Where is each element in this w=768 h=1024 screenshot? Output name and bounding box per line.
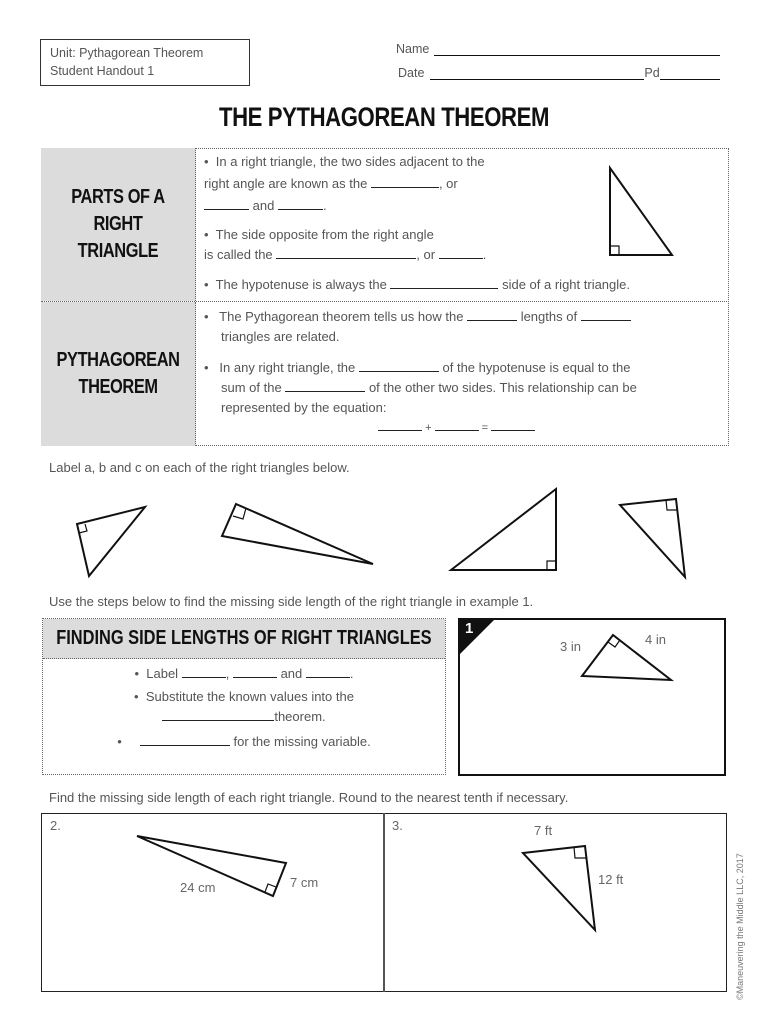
- bullet-dot: •: [204, 277, 209, 292]
- steps-instruction: Use the steps below to find the missing side length of the right triangle in example 1.: [49, 594, 534, 609]
- problem-3-side-12ft: 12 ft: [598, 872, 624, 887]
- text: , or: [416, 247, 436, 262]
- heading-line: RIGHT: [93, 213, 143, 235]
- text: right angle are known as the: [204, 176, 368, 191]
- heading-text: FINDING SIDE LENGTHS OF RIGHT TRIANGLES: [56, 627, 432, 649]
- bullet-dot: •: [134, 666, 140, 681]
- text: for the missing variable.: [233, 734, 371, 749]
- text: .: [349, 666, 354, 681]
- plus-sign: +: [425, 422, 432, 434]
- problem-2-number: 2.: [50, 818, 61, 833]
- problems-instruction: Find the missing side length of each right triangle. Round to the nearest tenth if necessary.: [49, 790, 569, 805]
- heading-line: PYTHAGOREAN: [56, 349, 180, 371]
- bullet-dot: •: [204, 309, 209, 324]
- problem-2-side-24: 24 cm: [180, 880, 216, 895]
- handout-label: Student Handout 1: [50, 64, 155, 78]
- problem-3-number: 3.: [392, 818, 403, 833]
- text: .: [322, 198, 327, 213]
- date-label: Date: [398, 66, 425, 80]
- text: .: [482, 247, 487, 262]
- label-instruction: Label a, b and c on each of the right triangles below.: [49, 460, 350, 475]
- problem-3-side-7ft: 7 ft: [534, 823, 553, 838]
- text: and: [252, 198, 275, 213]
- equals-sign: =: [481, 422, 489, 434]
- text: Substitute the known values into the: [145, 689, 354, 704]
- text: is called the: [204, 247, 273, 262]
- text: of the other two sides. This relationship can be: [368, 380, 637, 395]
- heading-line: TRIANGLE: [77, 240, 159, 262]
- bullet-dot: •: [204, 360, 209, 375]
- bullet-dot: •: [134, 689, 139, 704]
- text: The side opposite from the right angle: [215, 227, 434, 242]
- text: The Pythagorean theorem tells us how the: [219, 309, 464, 324]
- example-number: 1: [465, 620, 474, 637]
- text: In a right triangle, the two sides adjacent to the: [215, 154, 485, 169]
- name-label: Name: [396, 42, 430, 56]
- copyright-notice: ©Maneuvering the Middle LLC, 2017: [735, 853, 745, 1000]
- bullet-dot: •: [117, 734, 122, 749]
- text: theorem.: [274, 709, 326, 724]
- text: sum of the: [221, 380, 282, 395]
- text: Label: [146, 666, 179, 681]
- text: represented by the equation:: [221, 400, 387, 415]
- text: In any right triangle, the: [219, 360, 356, 375]
- text: The hypotenuse is always the: [215, 277, 387, 292]
- bullet-dot: •: [204, 227, 209, 242]
- text: of the hypotenuse is equal to the: [442, 360, 631, 375]
- heading-line: THEOREM: [78, 376, 158, 398]
- problem-2-side-7: 7 cm: [290, 875, 319, 890]
- text: and: [280, 666, 303, 681]
- page-title: THE PYTHAGOREAN THEOREM: [218, 102, 550, 132]
- text: side of a right triangle.: [502, 277, 630, 292]
- unit-title: Unit: Pythagorean Theorem: [50, 46, 204, 60]
- text: lengths of: [520, 309, 578, 324]
- side-b-label: 4 in: [645, 632, 666, 647]
- period-label: Pd: [644, 66, 660, 80]
- bullet-dot: •: [204, 154, 209, 169]
- side-a-label: 3 in: [560, 639, 581, 654]
- text: triangles are related.: [221, 329, 340, 344]
- heading-line: PARTS OF A: [71, 186, 165, 208]
- text: , or: [438, 176, 458, 191]
- text: ,: [225, 666, 230, 681]
